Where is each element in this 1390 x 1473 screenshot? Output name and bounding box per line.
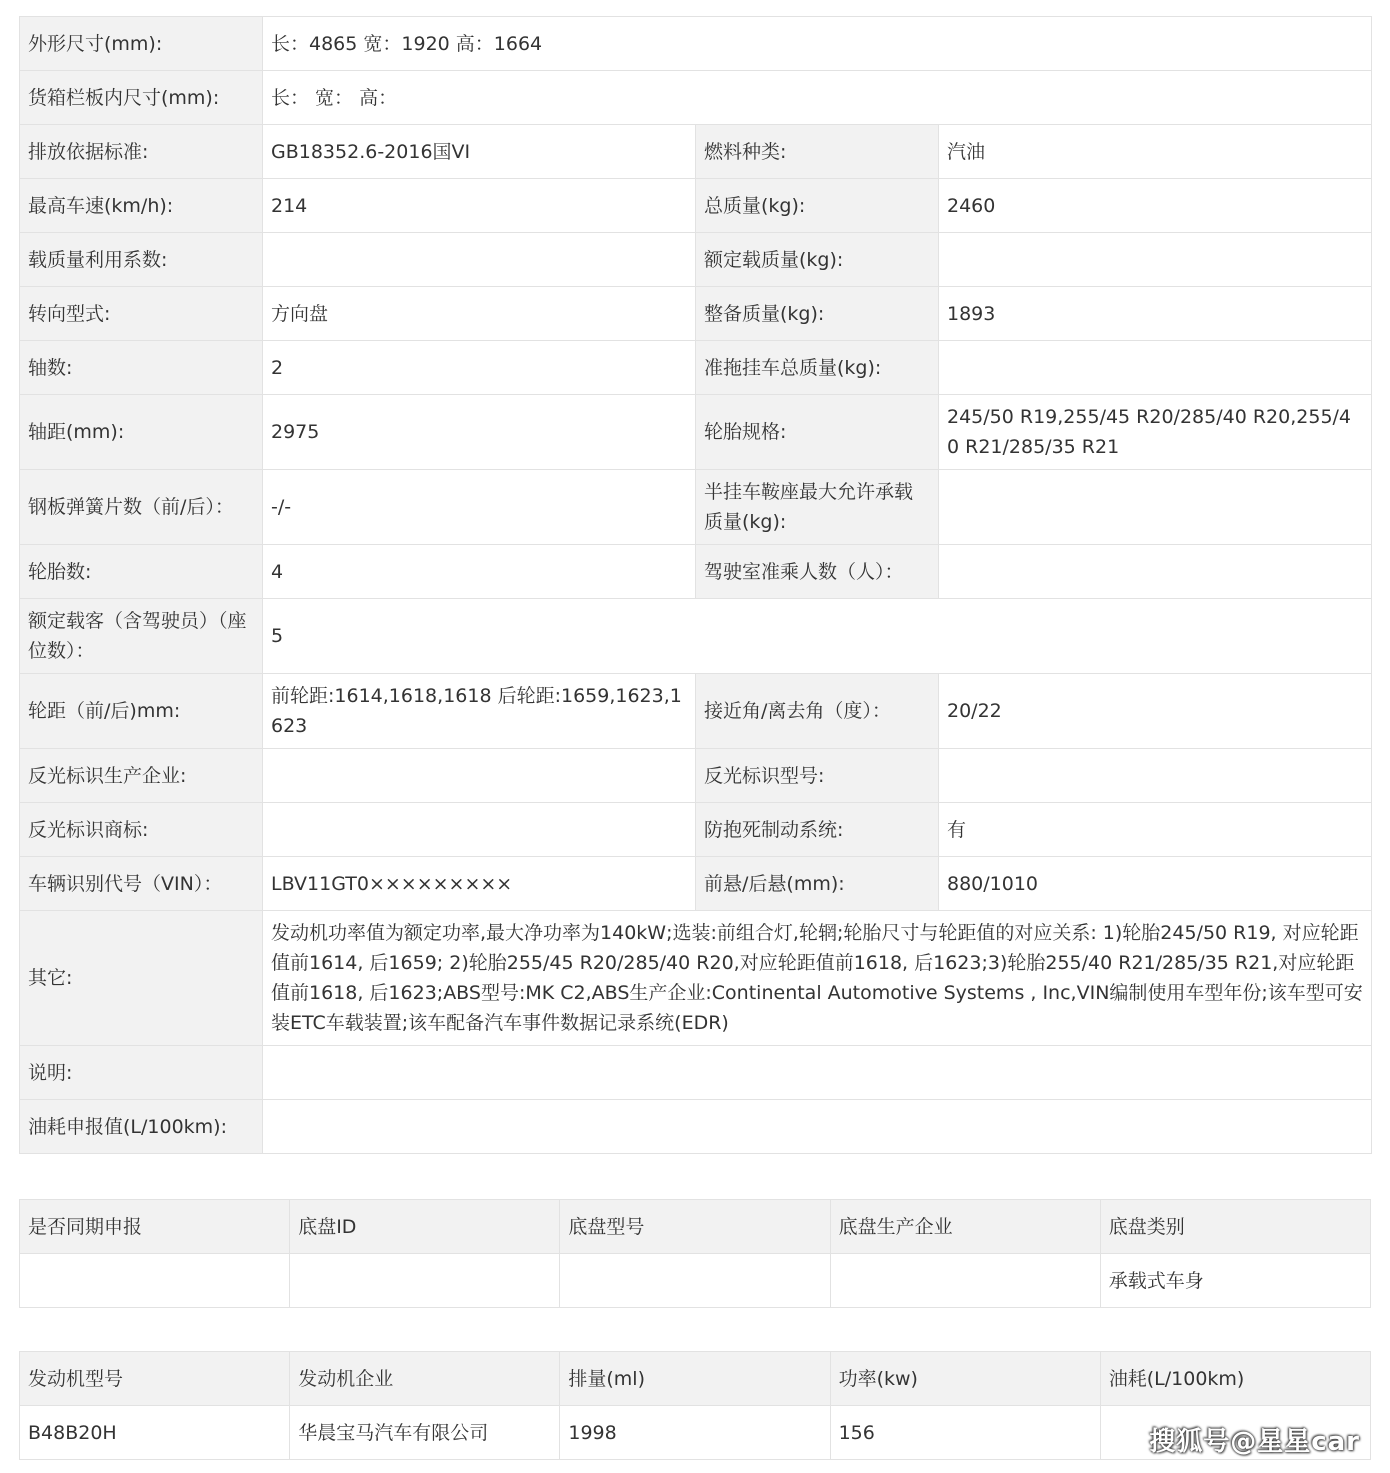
engine-header-cell: 排量(ml) xyxy=(560,1352,830,1406)
tire-spec-value: 245/50 R19,255/45 R20/285/40 R20,255/40 R21/285/35 R21 xyxy=(939,395,1372,470)
max-speed-label: 最高车速(km/h): xyxy=(20,179,263,233)
watermark: 搜狐号@星星car xyxy=(1149,1427,1360,1457)
overhang-label: 前悬/后悬(mm): xyxy=(696,857,939,911)
chassis-header-cell: 底盘生产企业 xyxy=(830,1200,1100,1254)
fuel-consumption-value xyxy=(263,1100,1372,1154)
tire-count-label: 轮胎数: xyxy=(20,545,263,599)
curb-mass-label: 整备质量(kg): xyxy=(696,287,939,341)
engine-header-cell: 发动机企业 xyxy=(290,1352,560,1406)
engine-header-cell: 油耗(L/100km) xyxy=(1100,1352,1370,1406)
load-coef-label: 载质量利用系数: xyxy=(20,233,263,287)
rated-load-label: 额定载质量(kg): xyxy=(696,233,939,287)
engine-value-cell: 156 xyxy=(830,1406,1100,1460)
wheelbase-value: 2975 xyxy=(263,395,696,470)
other-value: 发动机功率值为额定功率,最大净功率为140kW;选装:前组合灯,轮辋;轮胎尺寸与轮距值的对应关系: 1)轮胎245/50 R19, 对应轮距值前1614, 后1659; 2)轮胎255/45 R20/285/40 R20,对应轮距值前1618, 后1623;3)轮胎255/40 R21/285/35 R21,对应轮距值前1618, 后1623;ABS型号:MK C2,ABS生产企业:Continental Automotive Systems , Inc,VIN编制使用车型年份;该车型可安装ETC车载装置;该车配备汽车事件数据记录系统(EDR) xyxy=(263,911,1372,1046)
engine-value-cell: B48B20H xyxy=(20,1406,290,1460)
trailer-mass-value xyxy=(939,341,1372,395)
saddle-load-value xyxy=(939,470,1372,545)
emission-label: 排放依据标准: xyxy=(20,125,263,179)
chassis-header-cell: 底盘ID xyxy=(290,1200,560,1254)
cargo-dims-value: 长： 宽： 高： xyxy=(263,71,1372,125)
vin-label: 车辆识别代号（VIN）： xyxy=(20,857,263,911)
chassis-value-cell xyxy=(290,1254,560,1308)
gross-mass-label: 总质量(kg): xyxy=(696,179,939,233)
reflector-model-value xyxy=(939,749,1372,803)
steering-label: 转向型式: xyxy=(20,287,263,341)
track-value: 前轮距:1614,1618,1618 后轮距:1659,1623,1623 xyxy=(263,674,696,749)
tire-count-value: 4 xyxy=(263,545,696,599)
axles-label: 轴数: xyxy=(20,341,263,395)
reflector-maker-label: 反光标识生产企业: xyxy=(20,749,263,803)
overhang-value: 880/1010 xyxy=(939,857,1372,911)
chassis-value-cell xyxy=(560,1254,830,1308)
reflector-maker-value xyxy=(263,749,696,803)
axles-value: 2 xyxy=(263,341,696,395)
fuel-consumption-label: 油耗申报值(L/100km): xyxy=(20,1100,263,1154)
dims-value: 长：4865 宽：1920 高：1664 xyxy=(263,17,1372,71)
dims-label: 外形尺寸(mm): xyxy=(20,17,263,71)
curb-mass-value: 1893 xyxy=(939,287,1372,341)
note-label: 说明: xyxy=(20,1046,263,1100)
chassis-value-cell xyxy=(830,1254,1100,1308)
rated-load-value xyxy=(939,233,1372,287)
engine-header-cell: 发动机型号 xyxy=(20,1352,290,1406)
reflector-brand-value xyxy=(263,803,696,857)
engine-value-cell: 1998 xyxy=(560,1406,830,1460)
vin-value: LBV11GT0××××××××× xyxy=(263,857,696,911)
angle-value: 20/22 xyxy=(939,674,1372,749)
fuel-label: 燃料种类: xyxy=(696,125,939,179)
max-speed-value: 214 xyxy=(263,179,696,233)
chassis-value-cell: 承载式车身 xyxy=(1100,1254,1370,1308)
angle-label: 接近角/离去角（度）： xyxy=(696,674,939,749)
emission-value: GB18352.6-2016国VI xyxy=(263,125,696,179)
chassis-value-cell xyxy=(20,1254,290,1308)
cab-seats-label: 驾驶室准乘人数（人）： xyxy=(696,545,939,599)
note-value xyxy=(263,1046,1372,1100)
cargo-dims-label: 货箱栏板内尺寸(mm): xyxy=(20,71,263,125)
chassis-header-cell: 底盘类别 xyxy=(1100,1200,1370,1254)
reflector-model-label: 反光标识型号: xyxy=(696,749,939,803)
fuel-value: 汽油 xyxy=(939,125,1372,179)
passengers-value: 5 xyxy=(263,599,1372,674)
engine-header-cell: 功率(kw) xyxy=(830,1352,1100,1406)
reflector-brand-label: 反光标识商标: xyxy=(20,803,263,857)
gross-mass-value: 2460 xyxy=(939,179,1372,233)
passengers-label: 额定载客（含驾驶员）（座位数）： xyxy=(20,599,263,674)
load-coef-value xyxy=(263,233,696,287)
vehicle-spec-table xyxy=(19,16,1372,1154)
chassis-header-cell: 底盘型号 xyxy=(560,1200,830,1254)
steering-value: 方向盘 xyxy=(263,287,696,341)
cab-seats-value xyxy=(939,545,1372,599)
abs-value: 有 xyxy=(939,803,1372,857)
track-label: 轮距（前/后)mm: xyxy=(20,674,263,749)
engine-value-cell: 华晨宝马汽车有限公司 xyxy=(290,1406,560,1460)
abs-label: 防抱死制动系统: xyxy=(696,803,939,857)
leaf-spring-label: 钢板弹簧片数（前/后）： xyxy=(20,470,263,545)
leaf-spring-value: -/- xyxy=(263,470,696,545)
chassis-header-cell: 是否同期申报 xyxy=(20,1200,290,1254)
tire-spec-label: 轮胎规格: xyxy=(696,395,939,470)
other-label: 其它: xyxy=(20,911,263,1046)
wheelbase-label: 轴距(mm): xyxy=(20,395,263,470)
saddle-load-label: 半挂车鞍座最大允许承载质量(kg): xyxy=(696,470,939,545)
chassis-table xyxy=(19,1199,1371,1308)
trailer-mass-label: 准拖挂车总质量(kg): xyxy=(696,341,939,395)
